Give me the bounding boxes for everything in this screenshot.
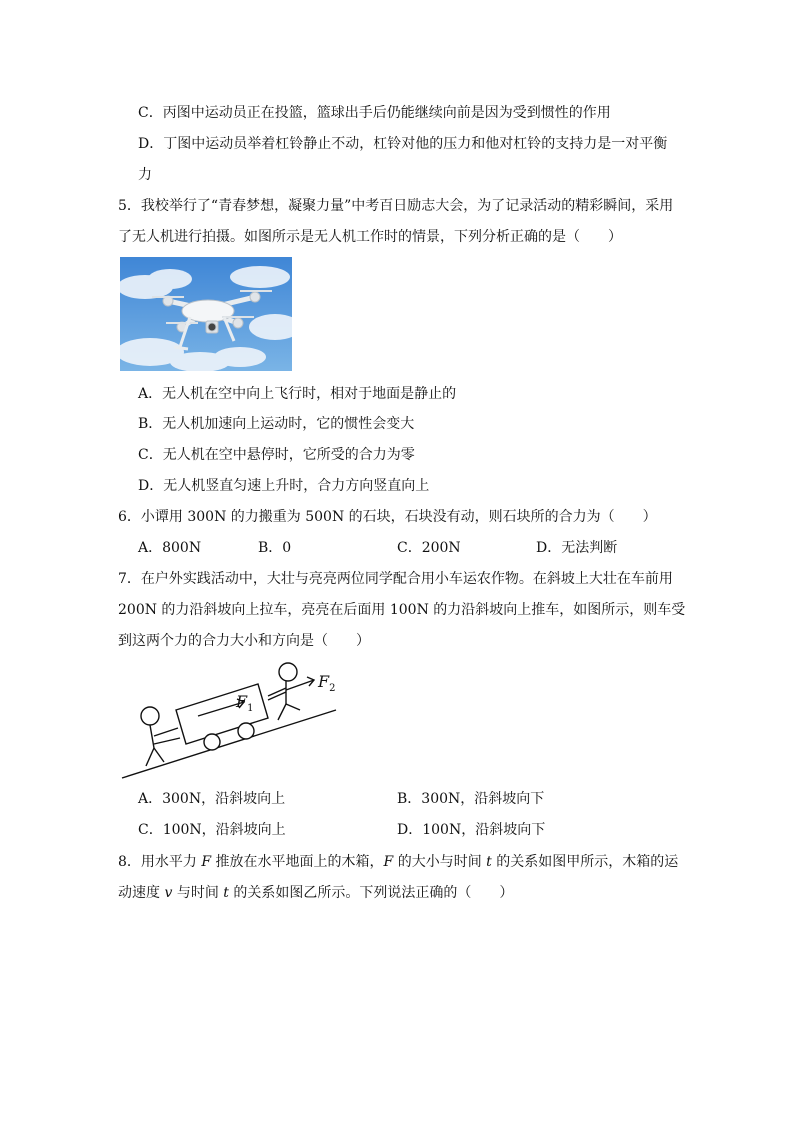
f1-label: $F_1$ [236, 692, 254, 715]
q6-option-c: C．200N [397, 540, 461, 556]
q5-option-a: A．无人机在空中向上飞行时，相对于地面是静止的 [138, 386, 457, 402]
q5-stem-line1: 5．我校举行了“青春梦想，凝聚力量”中考百日励志大会，为了记录活动的精彩瞬间，采用 [118, 198, 674, 214]
q7-option-d: D．100N，沿斜坡向下 [397, 822, 546, 838]
pusher-head [141, 707, 159, 725]
drone-image [120, 257, 292, 371]
q6-option-d: D．无法判断 [536, 540, 618, 556]
q7-stem-line1: 7．在户外实践活动中，大壮与亮亮两位同学配合用小车运农作物。在斜坡上大壮在车前用 [118, 571, 673, 587]
q6-option-a: A．800N [138, 540, 202, 556]
q7-option-a: A．300N，沿斜坡向上 [138, 791, 286, 807]
q4-option-c: C．丙图中运动员正在投篮，篮球出手后仍能继续向前是因为受到惯性的作用 [138, 105, 611, 121]
q6-stem: 6．小谭用 300N 的力搬重为 500N 的石块，石块没有动，则石块所的合力为（ ） [118, 509, 657, 525]
q7-stem-line3: 到这两个力的合力大小和方向是（ ） [118, 633, 370, 649]
cart-slope-figure [118, 658, 342, 784]
q7-stem-line2: 200N 的力沿斜坡向上拉车，亮亮在后面用 100N 的力沿斜坡向上推车，如图所示，则车受 [118, 602, 686, 618]
q5-option-d: D．无人机竖直匀速上升时，合力方向竖直向上 [138, 478, 430, 494]
cart-wheel-front [204, 734, 220, 750]
f2-label: $F_2$ [318, 672, 336, 695]
q5-option-c: C．无人机在空中悬停时，它所受的合力为零 [138, 447, 415, 463]
q8-stem-line1: 8．用水平力 F 推放在水平地面上的木箱，F 的大小与时间 t 的关系如图甲所示，木箱的运 [118, 854, 679, 870]
q5-stem-line2: 了无人机进行拍摄。如图所示是无人机工作时的情景，下列分析正确的是（ ） [118, 229, 622, 245]
cart-body [176, 684, 268, 744]
drone-photo [120, 257, 292, 371]
puller-head [279, 663, 297, 681]
q6-option-b: B．0 [258, 540, 292, 556]
q5-option-b: B．无人机加速向上运动时，它的惯性会变大 [138, 416, 415, 432]
slope-diagram [118, 658, 342, 784]
q7-option-b: B．300N，沿斜坡向下 [397, 791, 545, 807]
q7-option-c: C．100N，沿斜坡向上 [138, 822, 286, 838]
q4-option-d-line2: 力 [138, 167, 152, 183]
q8-stem-line2: 动速度 v 与时间 t 的关系如图乙所示。下列说法正确的（ ） [118, 885, 514, 901]
cart-wheel-rear [238, 723, 254, 739]
q4-option-d-line1: D．丁图中运动员举着杠铃静止不动，杠铃对他的压力和他对杠铃的支持力是一对平衡 [138, 136, 668, 152]
